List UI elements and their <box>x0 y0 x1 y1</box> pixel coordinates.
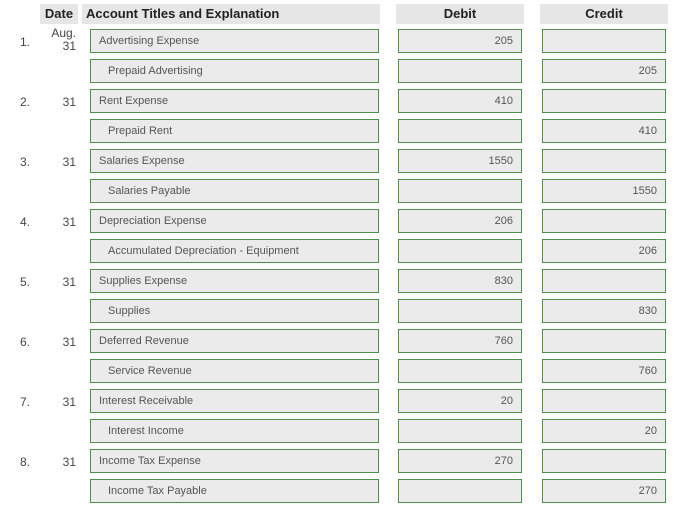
account-title-field[interactable]: Deferred Revenue <box>90 329 379 353</box>
entry-number: 7. <box>20 395 31 409</box>
credit-amount-field[interactable] <box>542 209 666 233</box>
entry-date: 31 <box>62 95 76 109</box>
journal-entry-credit-line <box>0 179 696 205</box>
credit-amount-field[interactable] <box>542 89 666 113</box>
debit-amount-field[interactable]: 1550 <box>398 149 522 173</box>
credit-amount-field[interactable]: 830 <box>542 299 666 323</box>
account-title-field[interactable]: Income Tax Expense <box>90 449 379 473</box>
debit-amount-field[interactable] <box>398 179 522 203</box>
header-debit: Debit <box>396 4 524 24</box>
debit-amount-field[interactable] <box>398 239 522 263</box>
entry-date: 31 <box>62 275 76 289</box>
credit-amount-field[interactable] <box>542 29 666 53</box>
account-title-field[interactable]: Supplies Expense <box>90 269 379 293</box>
journal-entry-credit-line <box>0 479 696 505</box>
entry-number: 6. <box>20 335 31 349</box>
debit-amount-field[interactable] <box>398 479 522 503</box>
header-account-titles: Account Titles and Explanation <box>82 4 380 24</box>
journal-entry-debit-line <box>0 269 696 295</box>
header-date: Date <box>40 4 78 24</box>
entry-number: 1. <box>20 35 31 49</box>
debit-amount-field[interactable] <box>398 59 522 83</box>
credit-amount-field[interactable] <box>542 329 666 353</box>
journal-entry-credit-line <box>0 419 696 445</box>
journal-entry-credit-line <box>0 359 696 385</box>
entry-date: 31 <box>62 455 76 469</box>
journal-entry-debit-line <box>0 389 696 415</box>
journal-header <box>0 4 696 24</box>
debit-amount-field[interactable]: 760 <box>398 329 522 353</box>
debit-amount-field[interactable] <box>398 119 522 143</box>
debit-amount-field[interactable] <box>398 419 522 443</box>
debit-amount-field[interactable]: 206 <box>398 209 522 233</box>
debit-amount-field[interactable]: 20 <box>398 389 522 413</box>
credit-amount-field[interactable] <box>542 149 666 173</box>
entry-date: 31 <box>62 155 76 169</box>
debit-amount-field[interactable]: 270 <box>398 449 522 473</box>
account-title-field[interactable]: Rent Expense <box>90 89 379 113</box>
header-credit: Credit <box>540 4 668 24</box>
debit-amount-field[interactable]: 830 <box>398 269 522 293</box>
journal-entry-credit-line <box>0 239 696 265</box>
credit-amount-field[interactable]: 205 <box>542 59 666 83</box>
entry-date: 31 <box>62 335 76 349</box>
entry-date: 31 <box>62 395 76 409</box>
journal-entry-credit-line <box>0 59 696 85</box>
credit-amount-field[interactable]: 206 <box>542 239 666 263</box>
entry-date: 31 <box>62 215 76 229</box>
account-title-field[interactable]: Salaries Expense <box>90 149 379 173</box>
credit-amount-field[interactable]: 760 <box>542 359 666 383</box>
credit-amount-field[interactable] <box>542 269 666 293</box>
debit-amount-field[interactable]: 205 <box>398 29 522 53</box>
entry-number: 8. <box>20 455 31 469</box>
journal-entry-credit-line <box>0 119 696 145</box>
entry-number: 2. <box>20 95 31 109</box>
account-title-field[interactable]: Advertising Expense <box>90 29 379 53</box>
entry-number: 4. <box>20 215 31 229</box>
credit-amount-field[interactable]: 270 <box>542 479 666 503</box>
credit-amount-field[interactable] <box>542 449 666 473</box>
entry-month: Aug. <box>51 26 76 40</box>
account-title-field[interactable]: Accumulated Depreciation - Equipment <box>90 239 379 263</box>
journal-entry-credit-line <box>0 299 696 325</box>
account-title-field[interactable]: Income Tax Payable <box>90 479 379 503</box>
account-title-field[interactable]: Salaries Payable <box>90 179 379 203</box>
account-title-field[interactable]: Service Revenue <box>90 359 379 383</box>
journal-entry-debit-line <box>0 449 696 475</box>
credit-amount-field[interactable] <box>542 389 666 413</box>
account-title-field[interactable]: Prepaid Advertising <box>90 59 379 83</box>
entry-day: 31 <box>62 39 76 53</box>
journal-entry-debit-line <box>0 209 696 235</box>
journal-entry-debit-line <box>0 26 696 55</box>
debit-amount-field[interactable]: 410 <box>398 89 522 113</box>
entry-date <box>40 27 76 53</box>
credit-amount-field[interactable]: 410 <box>542 119 666 143</box>
account-title-field[interactable]: Interest Income <box>90 419 379 443</box>
journal-entry-debit-line <box>0 149 696 175</box>
journal-entry-debit-line <box>0 329 696 355</box>
debit-amount-field[interactable] <box>398 359 522 383</box>
journal-entry-debit-line <box>0 89 696 115</box>
credit-amount-field[interactable]: 1550 <box>542 179 666 203</box>
entry-number: 3. <box>20 155 31 169</box>
account-title-field[interactable]: Supplies <box>90 299 379 323</box>
entry-number: 5. <box>20 275 31 289</box>
debit-amount-field[interactable] <box>398 299 522 323</box>
account-title-field[interactable]: Prepaid Rent <box>90 119 379 143</box>
credit-amount-field[interactable]: 20 <box>542 419 666 443</box>
account-title-field[interactable]: Interest Receivable <box>90 389 379 413</box>
account-title-field[interactable]: Depreciation Expense <box>90 209 379 233</box>
